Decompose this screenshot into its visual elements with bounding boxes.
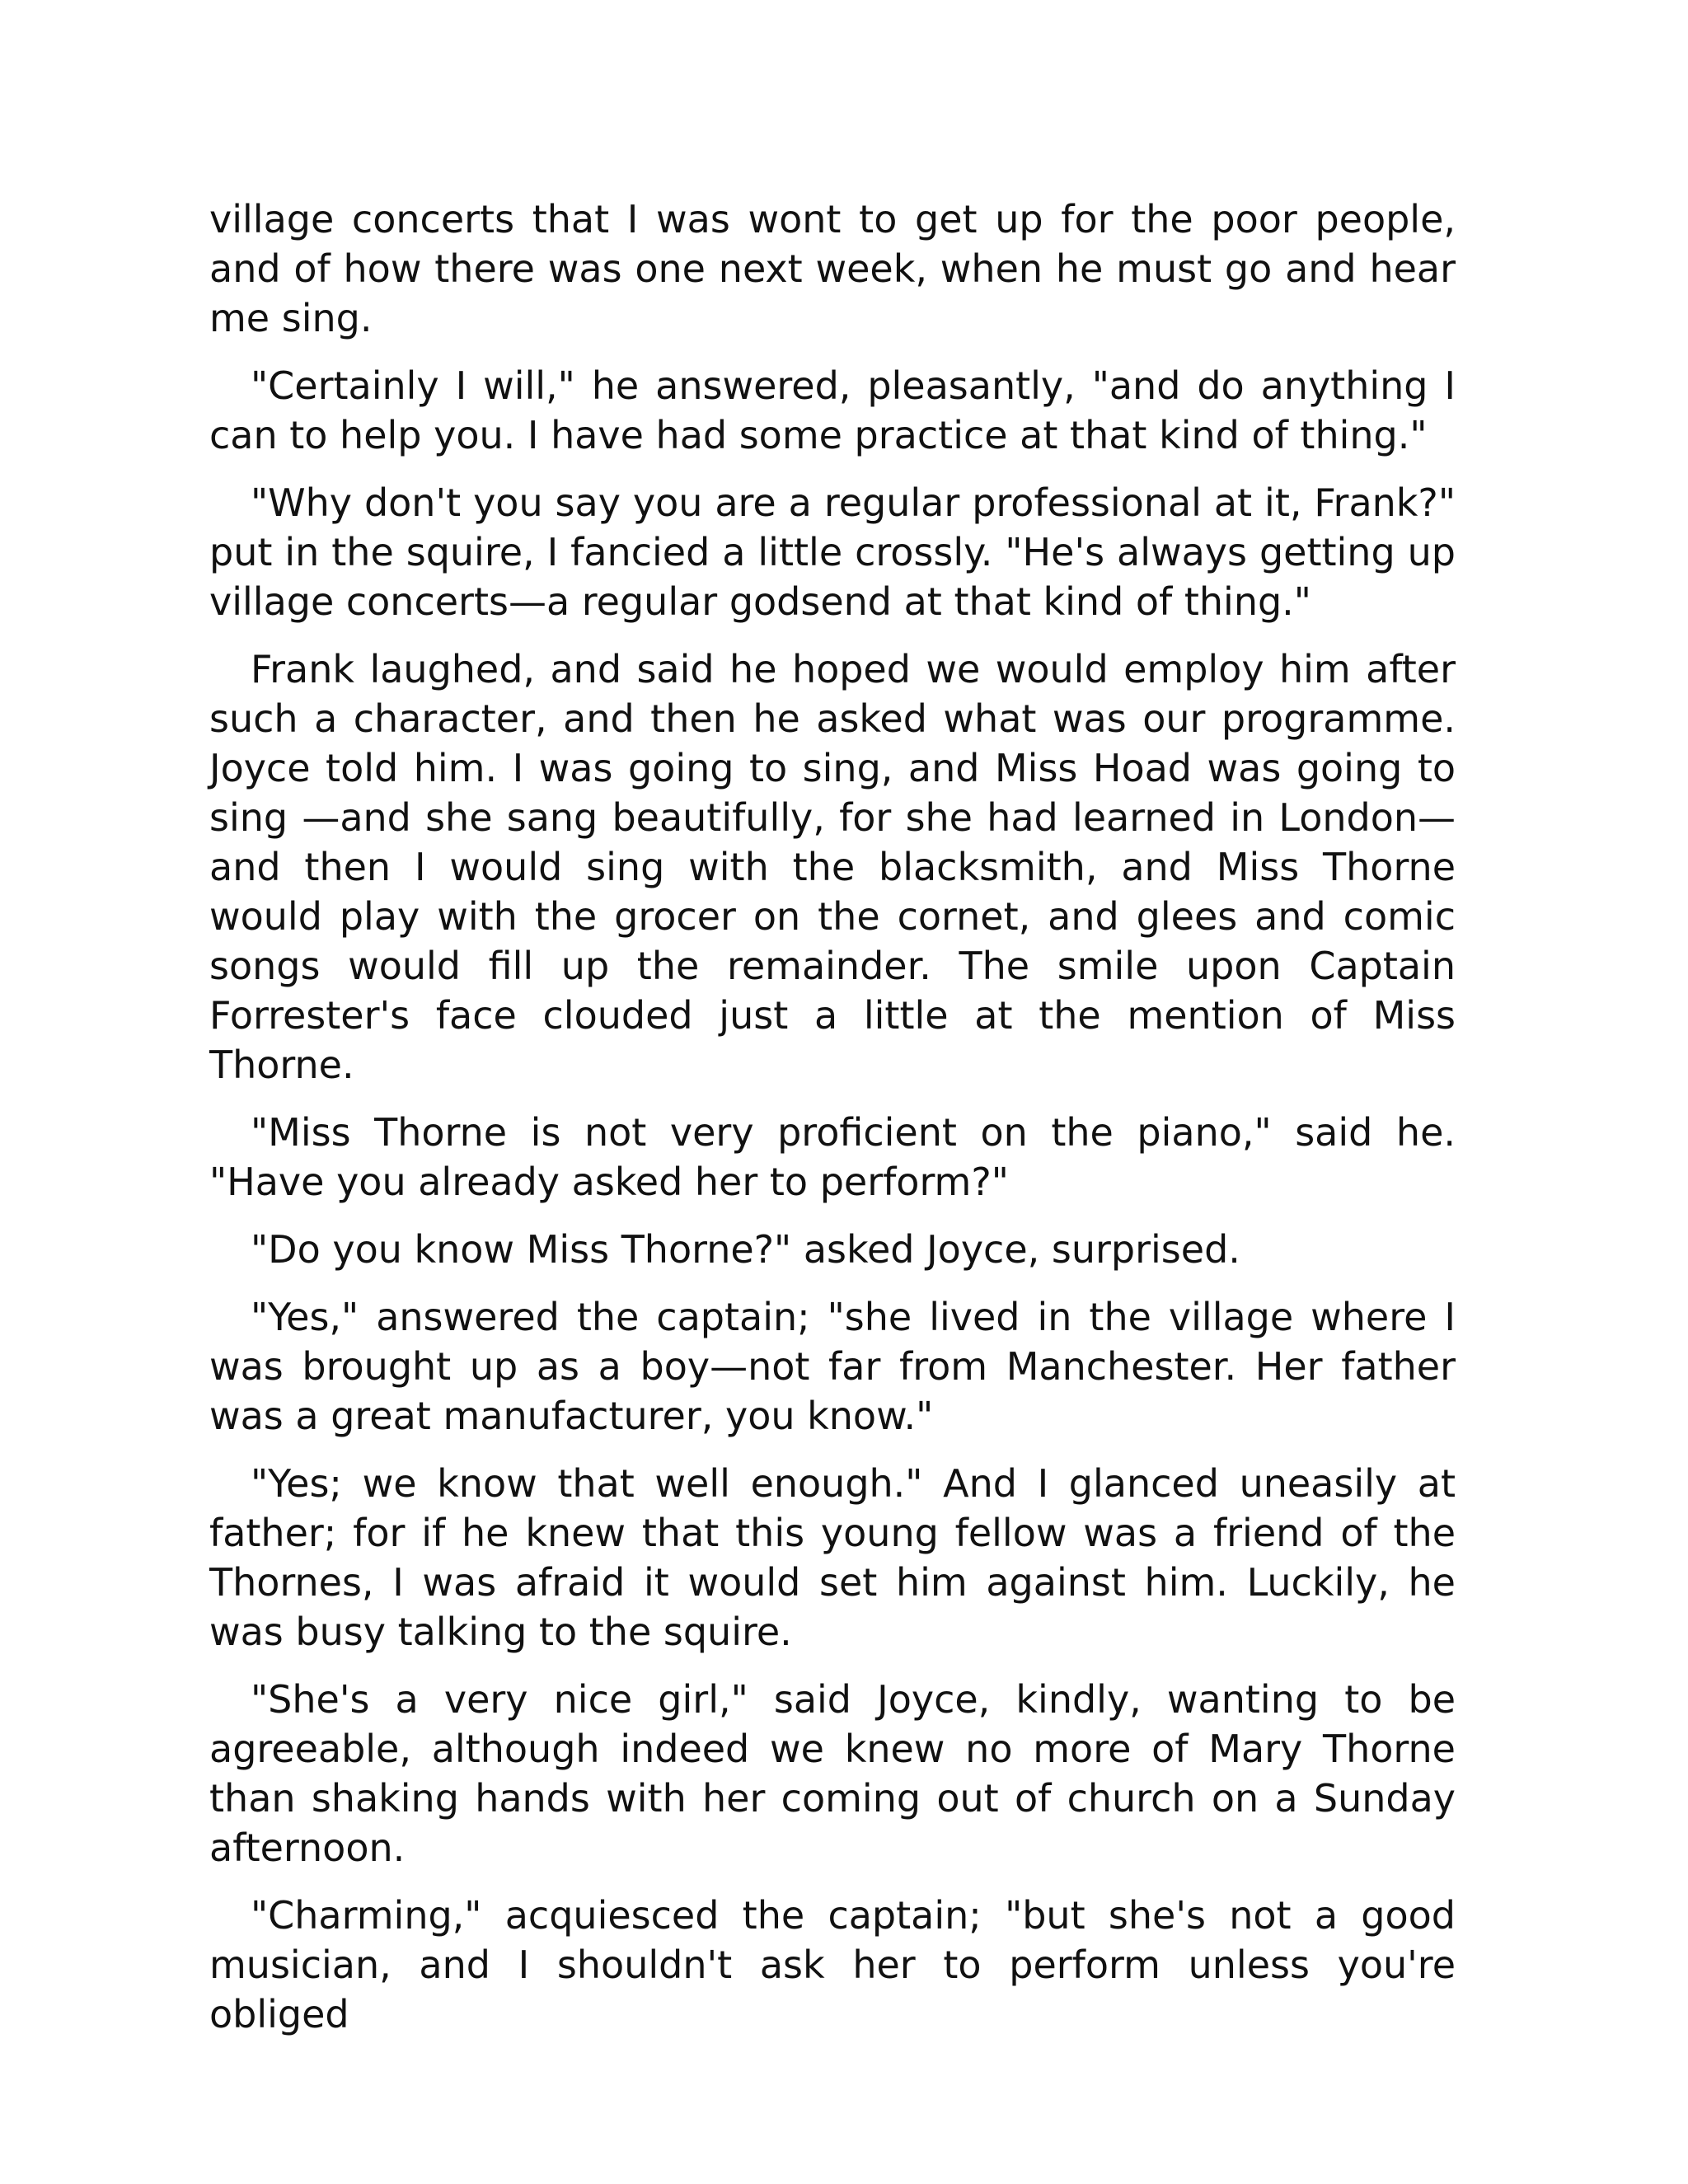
paragraph: "Miss Thorne is not very proficient on the piano," said he. "Have you already asked her to perform?"	[209, 1110, 1456, 1204]
paragraph-continuation: village concerts that I was wont to get up for the poor people, and of how there was one next week, when he must go and hear me sing.	[209, 197, 1456, 340]
page-body	[209, 194, 1456, 2039]
paragraph: "Yes; we know that well enough." And I glanced uneasily at father; for if he knew that this young fellow was a friend of the Thornes, I was afraid it would set him against him. Luckily, he was busy talking to the squire.	[209, 1461, 1456, 1654]
paragraph: Frank laughed, and said he hoped we would employ him after such a character, and then he asked what was our programme. Joyce told him. I was going to sing, and Miss Hoad was going to sing —and she sang beautifully, for she had learned in London—and then I would sing with the blacksmith, and Miss Thorne would play with the grocer on the cornet, and glees and comic songs would fill up the remainder. The smile upon Captain Forrester's face clouded just a little at the mention of Miss Thorne.	[209, 647, 1456, 1087]
paragraph-cut-off: "Charming," acquiesced the captain; "but she's not a good musician, and I shouldn't ask her to perform unless you're obliged	[209, 1893, 1456, 2036]
paragraph: "Do you know Miss Thorne?" asked Joyce, surprised.	[251, 1227, 1240, 1272]
paragraph: "Certainly I will," he answered, pleasantly, "and do anything I can to help you. I have had some practice at that kind of thing."	[209, 363, 1456, 457]
paragraph: "Yes," answered the captain; "she lived in the village where I was brought up as a boy—not far from Manchester. Her father was a great manufacturer, you know."	[209, 1295, 1456, 1438]
paragraph: "Why don't you say you are a regular professional at it, Frank?" put in the squire, I fancied a little crossly. "He's always getting up village concerts—a regular godsend at that kind of thing."	[209, 480, 1456, 624]
paragraph: "She's a very nice girl," said Joyce, kindly, wanting to be agreeable, although indeed we knew no more of Mary Thorne than shaking hands with her coming out of church on a Sunday afternoon.	[209, 1677, 1456, 1870]
